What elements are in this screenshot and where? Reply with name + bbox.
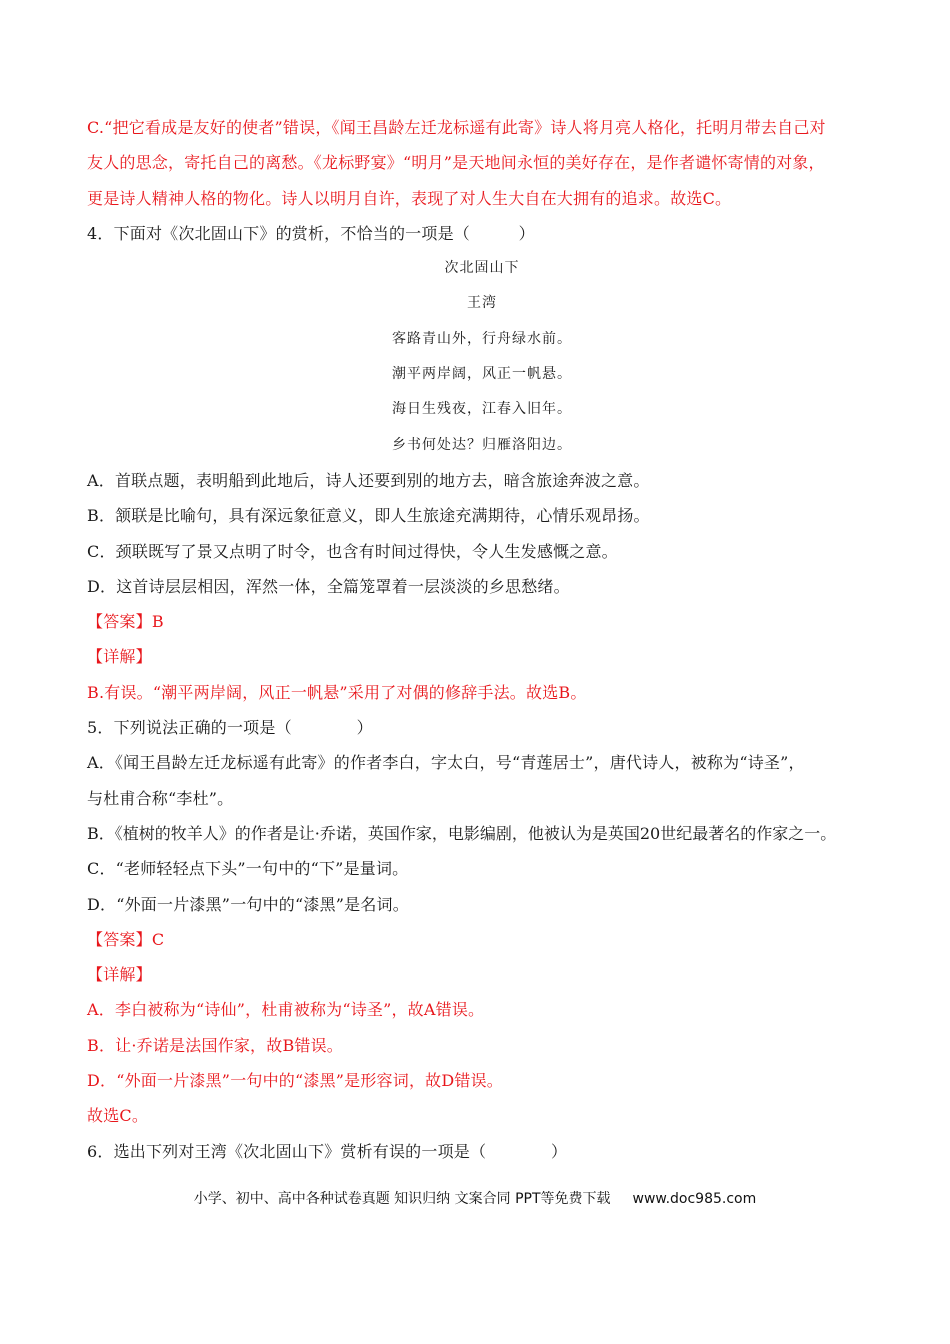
poem-line: 海日生残夜，江春入旧年。 <box>392 401 572 418</box>
poem-author: 王湾 <box>467 295 497 312</box>
question-4-option-d: D．这首诗层层相因，浑然一体，全篇笼罩着一层淡淡的乡思愁绪。 <box>87 576 570 596</box>
question-5-detail-label: 【详解】 <box>87 965 152 985</box>
question-5-option-a-line-1: A．《闻王昌龄左迁龙标遥有此寄》的作者李白，字太白，号“青莲居士”，唐代诗人，被称为“诗圣”， <box>87 753 805 773</box>
footer-url[interactable]: www.doc985.com <box>632 1191 757 1207</box>
question-4-answer <box>87 604 877 639</box>
poem-line: 乡书何处达？归雁洛阳边。 <box>392 436 572 453</box>
question-5-conclusion: 故选C。 <box>87 1106 149 1126</box>
question-5-option-d: D．“外面一片漆黑”一句中的“漆黑”是名词。 <box>87 894 409 914</box>
poem-line: 潮平两岸阔，风正一帆悬。 <box>392 366 572 383</box>
explanation-c-line-3: 更是诗人精神人格的物化。诗人以明月自许，表现了对人生大自在大拥有的追求。故选C。 <box>87 188 732 208</box>
poem-title: 次北固山下 <box>444 260 520 277</box>
question-4-option-b: B．颔联是比喻句，具有深远象征意义，即人生旅途充满期待，心情乐观昂扬。 <box>87 506 650 526</box>
question-5-detail-d: D．“外面一片漆黑”一句中的“漆黑”是形容词，故D错误。 <box>87 1071 503 1091</box>
question-4-detail-label: 【详解】 <box>87 647 152 667</box>
answer-label: 【答案】 <box>87 929 152 949</box>
explanation-c-line-2: 友人的思念，寄托自己的离愁。《龙标野宴》“明月”是天地间永恒的美好存在，是作者谴怀寄情的对象， <box>87 153 825 173</box>
question-5-stem: 5．下列说法正确的一项是（ ） <box>87 718 373 738</box>
question-5-option-b: B．《植树的牧羊人》的作者是让·乔诺，英国作家，电影编剧，他被认为是英国20世纪最著名的作家之一。 <box>87 823 837 843</box>
question-5-option-c: C．“老师轻轻点下头”一句中的“下”是量词。 <box>87 859 409 879</box>
question-4-option-c: C．颈联既写了景又点明了时令，也含有时间过得快，令人生发感慨之意。 <box>87 541 618 561</box>
answer-value: B <box>151 612 164 632</box>
question-4-option-a: A．首联点题，表明船到此地后，诗人还要到别的地方去，暗含旅途奔波之意。 <box>87 470 650 490</box>
question-5-option-a-line-2: 与杜甫合称“李杜”。 <box>87 788 234 808</box>
answer-label: 【答案】 <box>87 612 152 632</box>
explanation-c-line-1: C.“把它看成是友好的使者”错误，《闻王昌龄左迁龙标遥有此寄》诗人将月亮人格化，托明月带去自己对 <box>87 118 826 137</box>
document-page <box>87 110 877 1169</box>
question-5-detail-a: A．李白被称为“诗仙”，杜甫被称为“诗圣”，故A错误。 <box>87 1000 485 1020</box>
question-6-stem: 6．选出下列对王湾《次北固山下》赏析有误的一项是（ ） <box>87 1141 568 1161</box>
poem-line: 客路青山外，行舟绿水前。 <box>392 330 572 347</box>
question-5-answer <box>87 922 877 957</box>
footer-text: 小学、初中、高中各种试卷真题 知识归纳 文案合同 PPT等免费下载 <box>193 1191 611 1207</box>
question-4-detail: B.有误。“潮平两岸阔，风正一帆悬”采用了对偶的修辞手法。故选B。 <box>87 682 587 702</box>
answer-value: C <box>151 929 165 949</box>
question-4-stem: 4．下面对《次北固山下》的赏析，不恰当的一项是（ ） <box>87 223 535 243</box>
page-footer <box>0 1188 950 1208</box>
question-5-detail-b: B．让·乔诺是法国作家，故B错误。 <box>87 1035 344 1055</box>
